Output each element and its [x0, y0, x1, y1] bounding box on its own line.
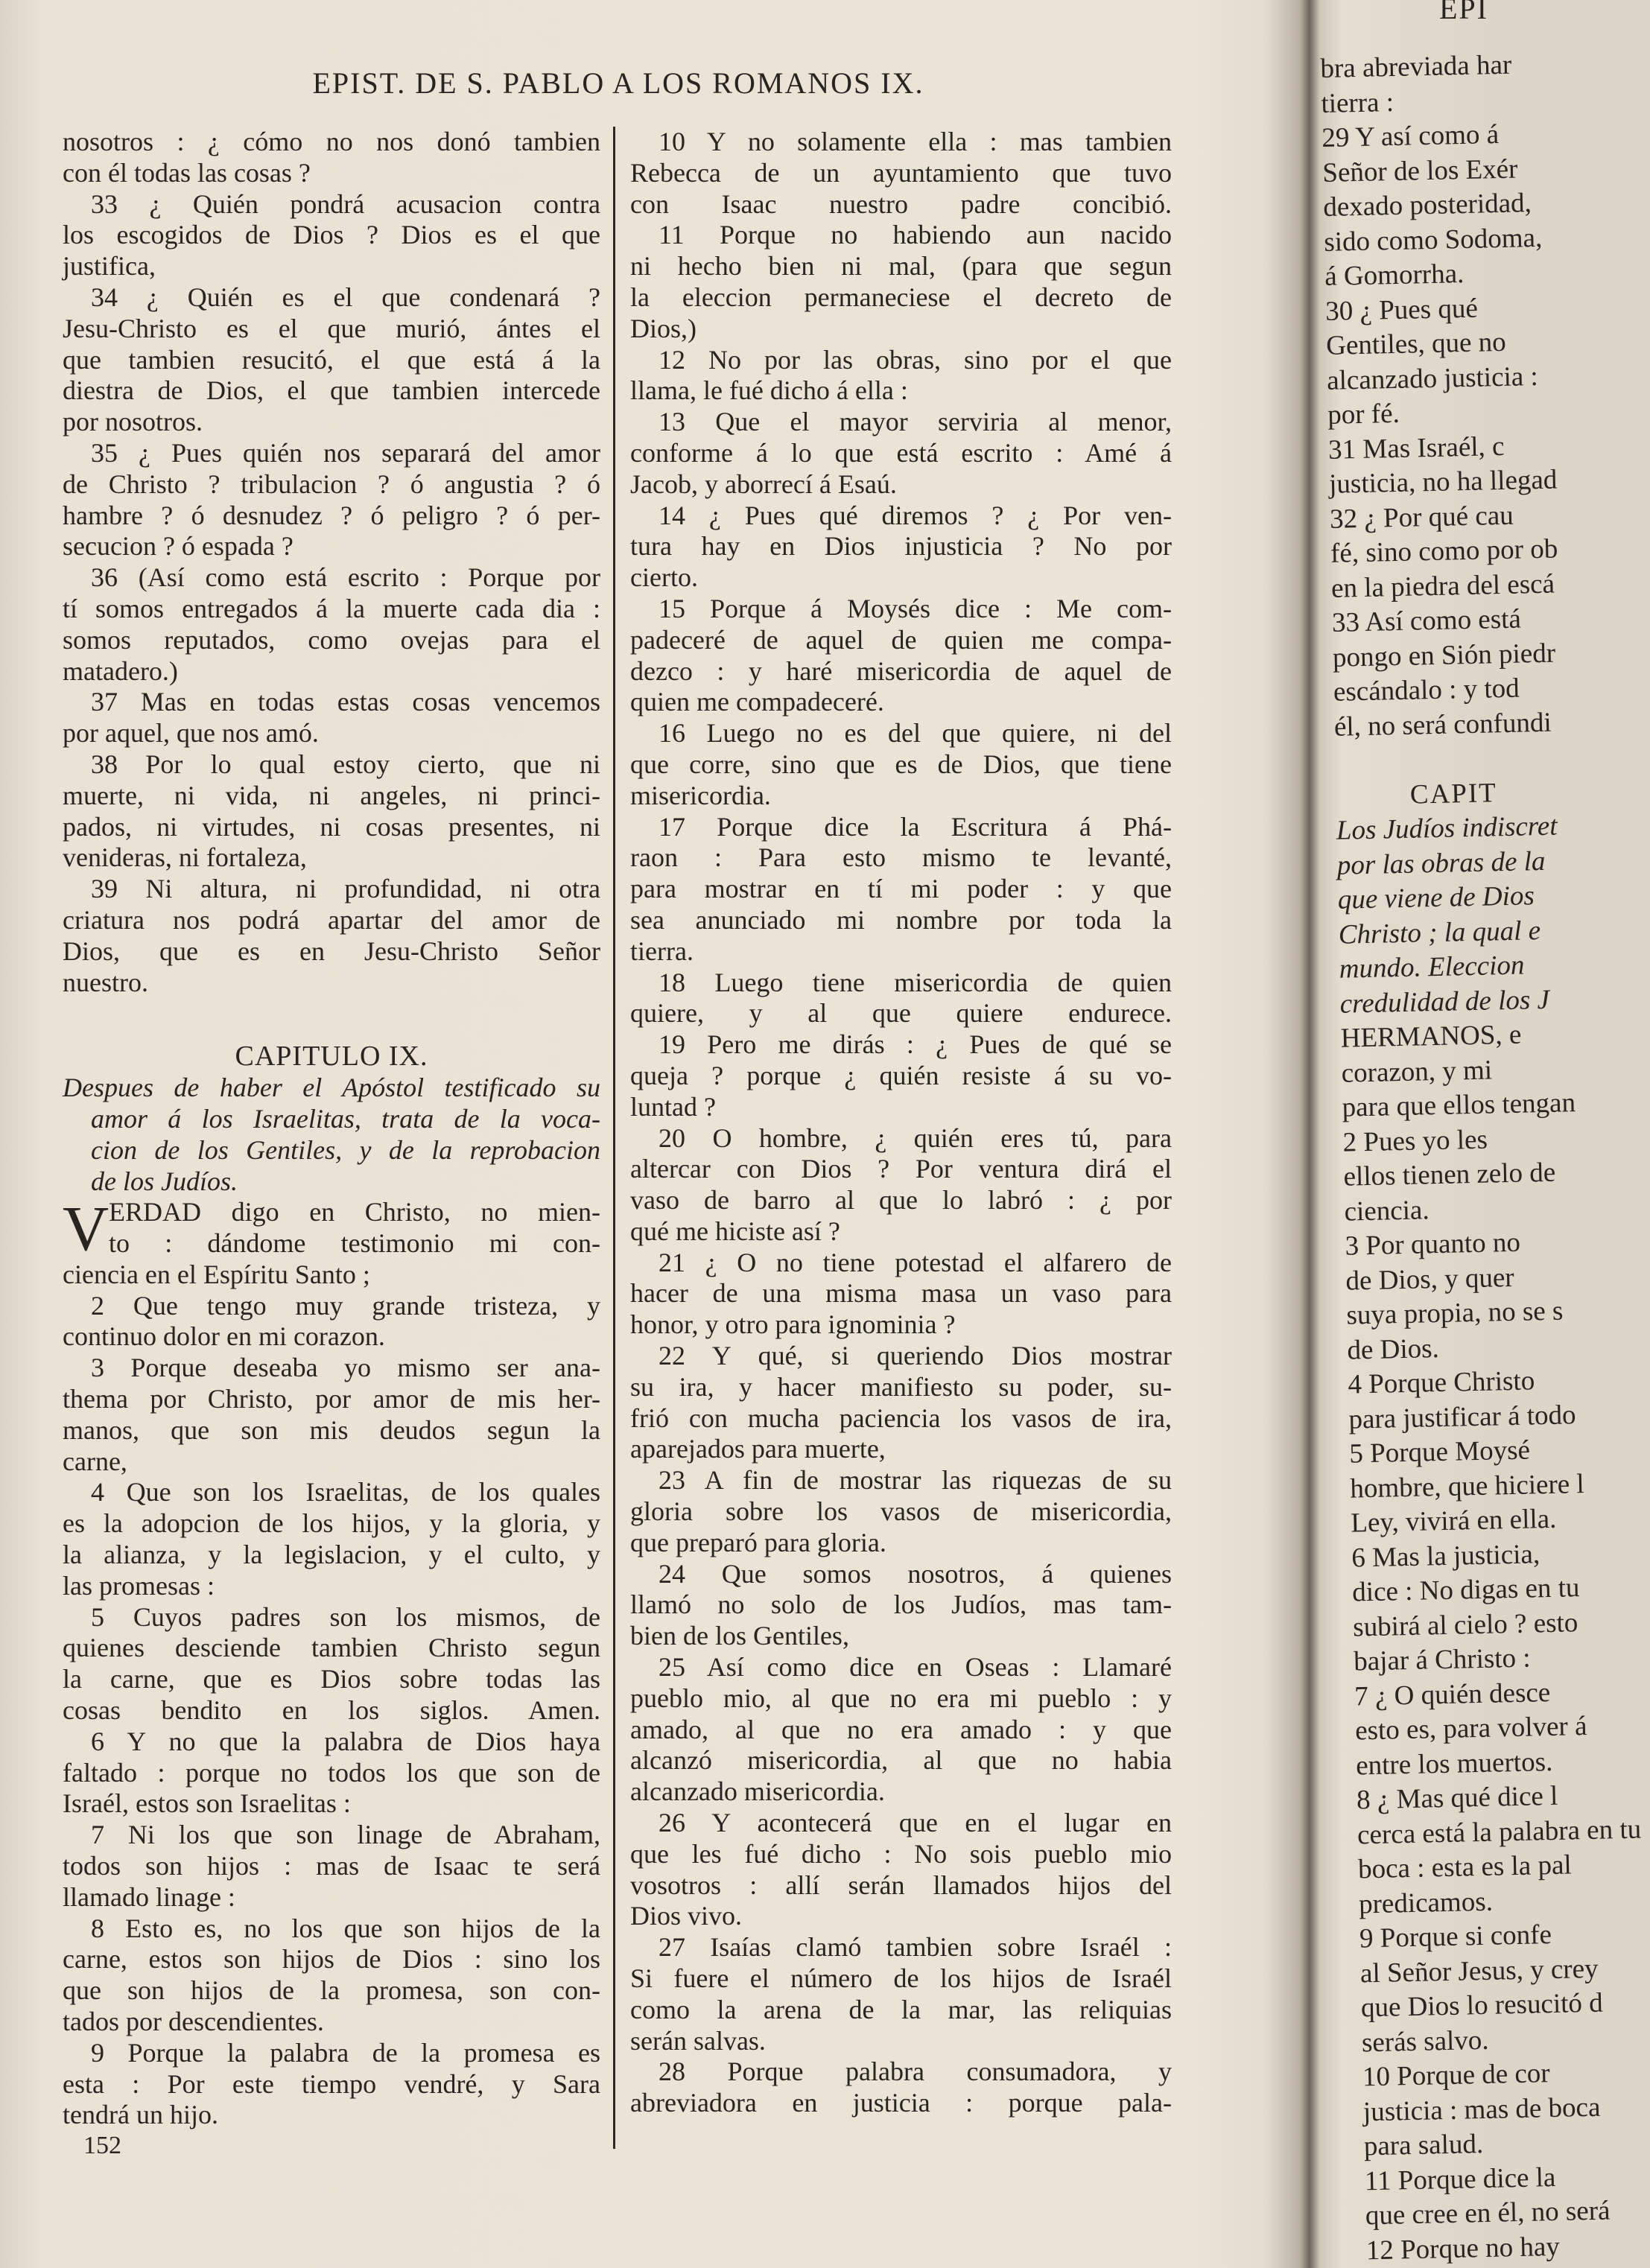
facing-text-line: subirá al cielo ? esto	[1352, 1607, 1578, 1643]
text-line: qué me hiciste así ?	[630, 1216, 840, 1246]
text-line: carne, estos son hijos de Dios : sino los	[63, 1944, 600, 1975]
text-line: honor, y otro para ignominia ?	[630, 1309, 956, 1340]
text-line: abreviadora en justicia : porque pala-	[630, 2088, 1172, 2118]
text-line: 8 Esto es, no los que son hijos de la	[91, 1913, 600, 1943]
column-divider	[613, 127, 615, 2149]
text-line: 5 Cuyos padres son los mismos, de	[91, 1601, 600, 1632]
facing-text-line: ciencia.	[1344, 1194, 1430, 1227]
facing-text-line: 5 Porque Moysé	[1348, 1435, 1531, 1470]
text-line: 28 Porque palabra consumadora, y	[659, 2056, 1172, 2087]
chapter-summary	[63, 1073, 600, 1197]
text-line: padeceré de aquel de quien me compa-	[630, 624, 1172, 655]
text-line: ni hecho bien ni mal, (para que segun	[630, 251, 1172, 282]
text-line: continuo dolor en mi corazon.	[63, 1321, 385, 1352]
facing-text-line: 29 Y así como á	[1321, 119, 1500, 153]
text-line: con él todas las cosas ?	[63, 157, 311, 188]
text-line: llamado linage :	[63, 1881, 235, 1912]
text-line: manos, que son mis deudos segun la	[63, 1414, 600, 1445]
text-line: matadero.)	[63, 655, 178, 686]
facing-page	[1320, 0, 1642, 2266]
text-line: cierto.	[630, 562, 698, 593]
text-line: todos son hijos : mas de Isaac te será	[63, 1851, 600, 1881]
facing-text-line: de Dios.	[1347, 1332, 1440, 1366]
facing-text-line: 4 Porque Christo	[1348, 1365, 1535, 1400]
facing-text-line: Señor de los Exér	[1321, 153, 1518, 188]
facing-text-line: 11 Porque dice la	[1364, 2161, 1556, 2196]
text-line: raon : Para esto mismo te levanté,	[630, 842, 1172, 873]
running-head: EPIST. DE S. PABLO A LOS ROMANOS IX.	[312, 66, 924, 100]
facing-text-line: 33 Así como está	[1331, 603, 1522, 638]
facing-text-line: HERMANOS, e	[1340, 1019, 1522, 1054]
text-line: que corre, sino que es de Dios, que tiene	[630, 749, 1172, 779]
facing-text-line: para que ellos tengan	[1342, 1087, 1576, 1123]
facing-text-line: él, no será confundi	[1333, 707, 1552, 743]
text-line: la eleccion permaneciese el decreto de	[630, 282, 1172, 312]
text-line: ciencia en el Espíritu Santo ;	[63, 1259, 370, 1289]
text-line: altercar con Dios ? Por ventura dirá el	[630, 1154, 1172, 1184]
facing-text-line: justicia, no ha llegad	[1328, 464, 1558, 500]
middle-column	[630, 127, 1172, 2119]
text-line: 6 Y no que la palabra de Dios haya	[91, 1726, 600, 1756]
text-line: 38 Por lo qual estoy cierto, que ni	[91, 749, 600, 779]
facing-text-line: mundo. Eleccion	[1339, 950, 1525, 985]
text-line: 23 A fin de mostrar las riquezas de su	[659, 1465, 1172, 1496]
text-line: por aquel, que nos amó.	[63, 718, 319, 749]
text-line: amor á los Israelitas, trata de la voca-	[91, 1103, 600, 1134]
text-line: pueblo mio, al que no era mi pueblo : y	[630, 1683, 1172, 1713]
facing-text-line: dice : No digas en tu	[1351, 1572, 1580, 1608]
facing-text-line: boca : esta es la pal	[1357, 1849, 1573, 1885]
facing-text-line: bra abreviada har	[1320, 49, 1512, 84]
text-line: thema por Christo, por amor de mis her-	[63, 1384, 600, 1414]
text-line: como la arena de la mar, las reliquias	[630, 1994, 1172, 2024]
text-line: hambre ? ó desnudez ? ó peligro ? ó per-	[63, 500, 600, 530]
text-line: conforme á lo que está escrito : Amé á	[630, 437, 1172, 468]
text-line: to : dándome testimonio mi con-	[109, 1228, 600, 1259]
text-line: quiere, y al que quiere endurece.	[630, 998, 1172, 1029]
facing-text-line: 6 Mas la justicia,	[1351, 1538, 1540, 1574]
text-line: que preparó para gloria.	[630, 1527, 886, 1557]
text-line: que tambien resucitó, el que está á la	[63, 344, 600, 375]
text-line: justifica,	[63, 251, 156, 282]
facing-text-line: al Señor Jesus, y crey	[1359, 1953, 1599, 1989]
text-line: alcanzó misericordia, al que no habia	[630, 1745, 1172, 1776]
text-line: las promesas :	[63, 1570, 215, 1601]
text-line: 37 Mas en todas estas cosas vencemos	[91, 687, 600, 717]
text-line: por nosotros.	[63, 407, 203, 437]
facing-text-line: suya propia, no se s	[1346, 1295, 1564, 1331]
text-line: la alianza, y la legislacion, y el culto, y	[63, 1540, 600, 1570]
facing-text-line: 8 ¿ Mas qué dice l	[1356, 1780, 1558, 1816]
text-line: Dios vivo.	[630, 1901, 743, 1931]
facing-text-line: que Dios lo resucitó d	[1360, 1987, 1604, 2024]
text-line: Jesu-Christo es el que murió, ántes el	[63, 313, 600, 343]
text-line: llama, le fué dicho á ella :	[630, 375, 908, 406]
text-line: ERDAD digo en Christo, no mien-	[109, 1197, 600, 1227]
facing-text-line: de Dios, y quer	[1345, 1262, 1515, 1297]
text-line: bien de los Gentiles,	[630, 1621, 849, 1651]
facing-text-line: Ley, vivirá en ella.	[1350, 1503, 1557, 1539]
text-line: Si fuere el número de los hijos de Israél	[630, 1963, 1172, 1994]
text-line: serán salvas.	[630, 2025, 766, 2056]
facing-text-line: á Gomorrha.	[1324, 258, 1465, 292]
text-line: tí somos entregados á la muerte cada dia :	[63, 593, 600, 623]
facing-text-line: entre los muertos.	[1355, 1746, 1553, 1781]
facing-text-line: hombre, que hiciere l	[1349, 1468, 1585, 1505]
facing-text-line: 7 ¿ O quién desce	[1354, 1677, 1551, 1712]
text-line: 16 Luego no es del que quiere, ni del	[659, 718, 1172, 749]
text-line: que les fué dicho : No sois pueblo mio	[630, 1838, 1172, 1869]
text-line: esta : Por este tiempo vendré, y Sara	[63, 2068, 600, 2099]
facing-text-line: que cree en él, no será	[1365, 2195, 1611, 2232]
text-line: vosotros : allí serán llamados hijos del	[630, 1870, 1172, 1900]
text-line: quien me compadeceré.	[630, 687, 884, 717]
text-line: cion de los Gentiles, y de la reprobacion	[91, 1134, 600, 1165]
text-line: 36 (Así como está escrito : Porque por	[91, 562, 600, 593]
text-line: venideras, ni fortaleza,	[63, 842, 307, 873]
facing-text-line: tierra :	[1321, 86, 1394, 119]
text-line: misericordia.	[630, 780, 771, 810]
text-line: sea anunciado mi nombre por toda la	[630, 904, 1172, 935]
facing-text-line: 32 ¿ Por qué cau	[1329, 500, 1514, 535]
text-line: cosas bendito en los siglos. Amen.	[63, 1695, 600, 1726]
text-line: frió con mucha paciencia los vasos de ira,	[630, 1403, 1172, 1433]
facing-running-head: EPI	[1439, 0, 1488, 25]
facing-text-line: en la piedra del escá	[1330, 568, 1555, 604]
text-line: la carne, que es Dios sobre todas las	[63, 1664, 600, 1694]
text-line: 11 Porque no habiendo aun nacido	[659, 220, 1172, 250]
text-line: que son hijos de la promesa, son con-	[63, 1975, 600, 2006]
text-line: es la adopcion de los hijos, y la gloria, y	[63, 1508, 600, 1539]
text-line: 2 Que tengo muy grande tristeza, y	[91, 1290, 600, 1321]
facing-text-line: ellos tienen zelo de	[1343, 1157, 1556, 1192]
facing-text-line: para salud.	[1363, 2129, 1484, 2162]
facing-text-line: 12 Porque no hay	[1365, 2231, 1561, 2266]
facing-text-line: escándalo : y tod	[1333, 673, 1520, 708]
text-line: 7 Ni los que son linage de Abraham,	[91, 1820, 600, 1850]
facing-text-line: 30 ¿ Pues qué	[1324, 293, 1479, 327]
facing-text-line: 2 Pues yo les	[1342, 1124, 1488, 1158]
facing-text-line: 31 Mas Israél, c	[1327, 431, 1505, 466]
facing-text-line: por las obras de la	[1336, 845, 1546, 881]
text-line: vaso de barro al que lo labró : ¿ por	[630, 1185, 1172, 1216]
facing-text-line: credulidad de los J	[1339, 984, 1550, 1020]
text-line: Despues de haber el Apóstol testificado su	[63, 1073, 600, 1103]
facing-text-line: por fé.	[1327, 398, 1400, 431]
text-line: 3 Porque deseaba yo mismo ser ana-	[91, 1353, 600, 1383]
facing-text-line	[1334, 739, 1619, 779]
text-line: amado, al que no era amado : y que	[630, 1714, 1172, 1744]
text-line: 21 ¿ O no tiene potestad el alfarero de	[659, 1247, 1172, 1277]
facing-text-line: corazon, y mi	[1341, 1054, 1493, 1089]
text-line: gloria sobre los vasos de misericordia,	[630, 1496, 1172, 1527]
text-line: dezco : y haré misericordia de aquel de	[630, 655, 1172, 686]
text-line: 9 Porque la palabra de la promesa es	[91, 2037, 600, 2068]
text-line: 34 ¿ Quién es el que condenará ?	[91, 282, 600, 312]
facing-text-line: Gentiles, que no	[1325, 326, 1507, 361]
facing-page-text	[1320, 46, 1650, 2268]
text-line: 15 Porque á Moysés dice : Me com-	[659, 593, 1172, 623]
text-line: 4 Que son los Israelitas, de los quales	[91, 1477, 600, 1508]
facing-text-line: Christo ; la qual e	[1338, 915, 1541, 950]
text-line: carne,	[63, 1446, 127, 1476]
text-line: luntad ?	[630, 1091, 716, 1122]
text-line: los escogidos de Dios ? Dios es el que	[63, 220, 600, 250]
text-line: criatura nos podrá apartar del amor de	[63, 904, 600, 935]
text-line: su ira, y hacer manifiesto su poder, su-	[630, 1371, 1172, 1402]
verses-romans-9-part-1	[63, 1260, 600, 2131]
text-line: tierra.	[630, 936, 694, 966]
text-line: con Isaac nuestro padre concibió.	[630, 188, 1172, 219]
text-line: 26 Y acontecerá que en el lugar en	[659, 1808, 1172, 1838]
text-line: alcanzado misericordia.	[630, 1776, 885, 1807]
page-number: 152	[83, 2132, 121, 2159]
facing-text-line: predicamos.	[1358, 1886, 1494, 1919]
text-line: aparejados para muerte,	[630, 1434, 886, 1464]
text-line: 17 Porque dice la Escritura á Phá-	[659, 811, 1172, 842]
text-line: nuestro.	[63, 967, 148, 997]
text-line: muerte, ni vida, ni angeles, ni princi-	[63, 780, 600, 810]
facing-text-line: pongo en Sión piedr	[1332, 638, 1556, 673]
verses-romans-8	[63, 127, 600, 998]
facing-text-line: sido como Sodoma,	[1323, 222, 1543, 258]
facing-text-line: CAPIT	[1409, 777, 1498, 810]
text-line: de Christo ? tribulacion ? ó angustia ? ó	[63, 468, 600, 499]
text-line: 18 Luego tiene misericordia de quien	[659, 967, 1172, 997]
text-line: Dios, que es en Jesu-Christo Señor	[63, 936, 600, 966]
text-line: para mostrar en tí mi poder : y que	[630, 874, 1172, 904]
text-line: 39 Ni altura, ni profundidad, ni otra	[91, 874, 600, 904]
text-line: 20 O hombre, ¿ quién eres tú, para	[659, 1122, 1172, 1153]
text-line: 14 ¿ Pues qué diremos ? ¿ Por ven-	[659, 500, 1172, 530]
chapter-heading: CAPITULO IX.	[235, 1041, 428, 1073]
facing-text-line: cerca está la palabra en tu	[1357, 1813, 1642, 1850]
text-line: de los Judíos.	[91, 1166, 238, 1196]
text-line: secucion ? ó espada ?	[63, 531, 293, 562]
text-line: queja ? porque ¿ quién resiste á su vo-	[630, 1060, 1172, 1090]
text-line: Rebecca de un ayuntamiento que tuvo	[630, 157, 1172, 188]
text-line: tura hay en Dios injusticia ? No por	[630, 531, 1172, 562]
facing-text-line: justicia : mas de boca	[1362, 2091, 1601, 2127]
facing-text-line: bajar á Christo :	[1353, 1642, 1532, 1677]
text-line: 19 Pero me dirás : ¿ Pues de qué se	[659, 1029, 1172, 1060]
text-line: quienes desciende tambien Christo segun	[63, 1633, 600, 1663]
facing-text-line: esto es, para volver á	[1354, 1710, 1587, 1747]
text-line: 35 ¿ Pues quién nos separará del amor	[91, 437, 600, 468]
facing-text-line: Los Judíos indiscret	[1336, 810, 1558, 846]
text-line: pados, ni virtudes, ni cosas presentes, ni	[63, 811, 600, 842]
facing-text-line: alcanzado justicia :	[1326, 360, 1539, 396]
left-column	[63, 127, 600, 2131]
text-line: tendrá un hijo.	[63, 2100, 218, 2130]
facing-text-line: fé, sino como por ob	[1330, 533, 1558, 569]
text-line: 25 Así como dice en Oseas : Llamaré	[659, 1652, 1172, 1683]
facing-text-line: 3 Por quanto no	[1345, 1227, 1521, 1262]
text-line: 33 ¿ Quién pondrá acusacion contra	[91, 188, 600, 219]
chapter-opening	[63, 1192, 600, 1265]
text-line: nosotros : ¿ cómo no nos donó tambien	[63, 127, 600, 156]
text-line: llamó no solo de los Judíos, mas tam-	[630, 1589, 1172, 1620]
text-line: 27 Isaías clamó tambien sobre Israél :	[659, 1932, 1172, 1963]
text-line: diestra de Dios, el que tambien intercede	[63, 375, 600, 406]
text-line: tados por descendientes.	[63, 2007, 324, 2037]
facing-text-line: serás salvo.	[1361, 2024, 1489, 2058]
text-line: 12 No por las obras, sino por el que	[659, 344, 1172, 375]
drop-cap: V	[63, 1192, 110, 1265]
text-line: 13 Que el mayor serviria al menor,	[659, 407, 1172, 437]
text-line: 10 Y no solamente ella : mas tambien	[659, 127, 1172, 156]
facing-text-line: dexado posteridad,	[1322, 188, 1532, 223]
text-line: faltado : porque no todos los que son de	[63, 1757, 600, 1788]
facing-text-line: para justificar á todo	[1348, 1399, 1576, 1435]
text-line: hacer de una misma masa un vaso para	[630, 1278, 1172, 1309]
text-line: Jacob, y aborrecí á Esaú.	[630, 468, 897, 499]
text-line: somos reputados, como ovejas para el	[63, 624, 600, 655]
facing-text-line: 9 Porque si confe	[1359, 1919, 1552, 1954]
facing-text-line: que viene de Dios	[1337, 880, 1535, 915]
text-line: Dios,)	[630, 313, 697, 343]
facing-text-line: 10 Porque de cor	[1362, 2058, 1551, 2093]
text-line: 24 Que somos nosotros, á quienes	[659, 1558, 1172, 1589]
text-line: 22 Y qué, si queriendo Dios mostrar	[659, 1341, 1172, 1371]
text-line: Israél, estos son Israelitas :	[63, 1788, 351, 1819]
